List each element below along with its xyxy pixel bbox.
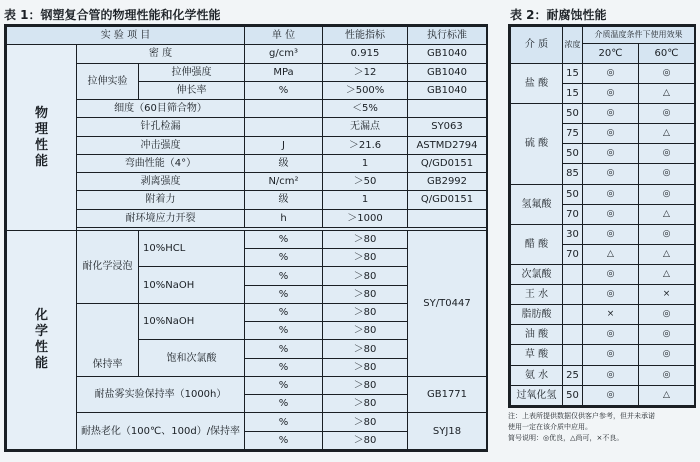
t2-result-60c: ◎ (639, 305, 695, 325)
row-saltspray-name: 耐盐雾实验保持率（1000h） (77, 376, 245, 413)
tensile-group-label: 拉伸实验 (77, 63, 139, 100)
row-blank4-unit: % (245, 358, 323, 376)
row-stresscrack-value: ＞1000 (323, 209, 408, 227)
row-stresscrack-std (408, 209, 487, 227)
table1-caption: 表 1：钢塑复合管的物理性能和化学性能 (4, 8, 221, 22)
row-blank6-value: ＞80 (323, 431, 408, 449)
t2-concentration (563, 285, 583, 305)
row-density-std: GB1040 (408, 45, 487, 63)
row-density-name: 密 度 (77, 45, 245, 63)
table2-note (508, 411, 698, 444)
t2-concentration: 70 (563, 244, 583, 264)
t2-row (511, 63, 695, 83)
t2-concentration: 85 (563, 164, 583, 184)
row-density-value: 0.915 (323, 45, 408, 63)
t2-result-20c: ◎ (583, 84, 639, 104)
row-adhesion-std: Q/GD0151 (408, 191, 487, 209)
row-peel-std: GB2992 (408, 173, 487, 191)
retention-group-label: 保持率 (77, 303, 139, 376)
t2-concentration: 15 (563, 63, 583, 83)
t2-result-60c: △ (639, 385, 695, 405)
t2-row (511, 345, 695, 365)
t2-medium: 氢氟酸 (511, 184, 563, 224)
t2-concentration: 15 (563, 84, 583, 104)
physical-chemical-table (4, 24, 488, 452)
physical-category: 物理性能 (7, 45, 77, 231)
row-bending-std: Q/GD0151 (408, 154, 487, 172)
t2-result-60c: × (639, 285, 695, 305)
note-line-1: 注：上表所提供数据仅供客户参考，但并未承诺 (508, 412, 655, 420)
t2-result-20c: ◎ (583, 345, 639, 365)
row-elongation-name: 伸长率 (139, 81, 245, 99)
t2-result-60c: ◎ (639, 144, 695, 164)
t2-concentration: 70 (563, 204, 583, 224)
t2-result-20c: ◎ (583, 184, 639, 204)
t2-row (511, 365, 695, 385)
row-blank2-unit: % (245, 285, 323, 303)
row-tensile-std: GB1040 (408, 63, 487, 81)
t2-medium: 王 水 (511, 285, 563, 305)
row-adhesion-value: 1 (323, 191, 408, 209)
soak-standard: SY/T0447 (408, 230, 487, 376)
t2-result-20c: ◎ (583, 164, 639, 184)
row-tensile-unit: MPa (245, 63, 323, 81)
t2-concentration (563, 305, 583, 325)
t2-concentration (563, 345, 583, 365)
t2-result-60c: △ (639, 244, 695, 264)
t2-result-60c: ◎ (639, 184, 695, 204)
row-bending-unit: 级 (245, 154, 323, 172)
row-saltspray-value: ＞80 (323, 376, 408, 394)
t2-row (511, 104, 695, 124)
row-naoh1-unit: % (245, 267, 323, 285)
t2-medium: 醋 酸 (511, 224, 563, 264)
row-tensile-name: 拉伸强度 (139, 63, 245, 81)
t2-medium: 氨 水 (511, 365, 563, 385)
t2-medium: 脂肪酸 (511, 305, 563, 325)
t2-row (511, 224, 695, 244)
row-pinhole-unit (245, 118, 323, 136)
row-blank3-value: ＞80 (323, 322, 408, 340)
row-naoh2-name: 10%NaOH (139, 303, 245, 340)
row-blank2-value: ＞80 (323, 285, 408, 303)
t2-result-60c: △ (639, 264, 695, 284)
t2-concentration: 50 (563, 104, 583, 124)
t2-row (511, 385, 695, 405)
row-blank6-unit: % (245, 431, 323, 449)
row-elongation-value: ＞500% (323, 81, 408, 99)
corrosion-table (508, 24, 696, 408)
t2-result-60c: ◎ (639, 325, 695, 345)
header-item: 实 验 项 目 (7, 27, 245, 45)
row-stresscrack-unit: h (245, 209, 323, 227)
t2-result-20c: ◎ (583, 124, 639, 144)
row-naoh1-value: ＞80 (323, 267, 408, 285)
row-pinhole-name: 针孔检漏 (77, 118, 245, 136)
row-fineness-std (408, 100, 487, 118)
row-adhesion-name: 附着力 (77, 191, 245, 209)
t2-result-60c: △ (639, 124, 695, 144)
t2-medium: 盐 酸 (511, 63, 563, 103)
row-bending-value: 1 (323, 154, 408, 172)
row-hcl-value: ＞80 (323, 230, 408, 248)
header-standard: 执行标准 (408, 27, 487, 45)
t2-result-60c: ◎ (639, 104, 695, 124)
row-saltspray-std: GB1771 (408, 376, 487, 413)
t2-concentration: 50 (563, 184, 583, 204)
t2-medium: 油 酸 (511, 325, 563, 345)
t2-result-20c: × (583, 305, 639, 325)
t2-result-60c: ◎ (639, 345, 695, 365)
table2-caption: 表 2：耐腐蚀性能 (510, 8, 607, 22)
row-naoh2-value: ＞80 (323, 303, 408, 321)
row-impact-name: 冲击强度 (77, 136, 245, 154)
row-elongation-unit: % (245, 81, 323, 99)
row-naoh1-name: 10%NaOH (139, 267, 245, 304)
row-blank4-value: ＞80 (323, 358, 408, 376)
row-tensile-value: ＞12 (323, 63, 408, 81)
row-peel-name: 剥离强度 (77, 173, 245, 191)
row-blank1-value: ＞80 (323, 249, 408, 267)
t2-result-20c: ◎ (583, 104, 639, 124)
row-pinhole-std: SY063 (408, 118, 487, 136)
t2-result-20c: ◎ (583, 264, 639, 284)
t2-result-20c: △ (583, 244, 639, 264)
row-adhesion-unit: 级 (245, 191, 323, 209)
row-impact-std: ASTMD2794 (408, 136, 487, 154)
row-nacl-value: ＞80 (323, 340, 408, 358)
chemical-category: 化学性能 (7, 230, 77, 449)
row-heataging-name: 耐热老化（100℃、100d）/保持率 (77, 413, 245, 450)
row-blank1-unit: % (245, 249, 323, 267)
header-unit: 单 位 (245, 27, 323, 45)
t2-result-20c: ◎ (583, 224, 639, 244)
row-blank5-value: ＞80 (323, 395, 408, 413)
row-peel-unit: N/cm² (245, 173, 323, 191)
t2-header-medium: 介 质 (511, 27, 563, 64)
chem-soak-group-label: 耐化学浸泡 (77, 230, 139, 303)
t2-medium: 过氧化氢 (511, 385, 563, 405)
t2-concentration: 75 (563, 124, 583, 144)
row-heataging-value: ＞80 (323, 413, 408, 431)
t2-result-20c: ◎ (583, 285, 639, 305)
t2-result-20c: ◎ (583, 204, 639, 224)
t2-row (511, 285, 695, 305)
row-impact-unit: J (245, 136, 323, 154)
row-blank5-unit: % (245, 395, 323, 413)
t2-medium: 草 酸 (511, 345, 563, 365)
t2-row (511, 264, 695, 284)
row-hcl-unit: % (245, 230, 323, 248)
row-fineness-unit (245, 100, 323, 118)
t2-result-60c: ◎ (639, 224, 695, 244)
row-stresscrack-name: 耐环境应力开裂 (77, 209, 245, 227)
row-peel-value: ＞50 (323, 173, 408, 191)
t2-concentration: 50 (563, 144, 583, 164)
t2-medium: 次氯酸 (511, 264, 563, 284)
t2-header-concentration: 浓度 (563, 27, 583, 64)
note-line-2: 使用一定在该介质中应用。 (508, 423, 592, 431)
t2-concentration: 30 (563, 224, 583, 244)
row-blank3-unit: % (245, 322, 323, 340)
row-nacl-name: 饱和次氯酸 (139, 340, 245, 377)
header-value: 性能指标 (323, 27, 408, 45)
t2-concentration: 50 (563, 385, 583, 405)
t2-concentration (563, 325, 583, 345)
row-impact-value: ＞21.6 (323, 136, 408, 154)
row-nacl-unit: % (245, 340, 323, 358)
t2-result-20c: ◎ (583, 325, 639, 345)
row-saltspray-unit: % (245, 376, 323, 394)
row-hcl-name: 10%HCL (139, 230, 245, 267)
t2-result-60c: ◎ (639, 365, 695, 385)
t2-row (511, 325, 695, 345)
t2-medium: 硫 酸 (511, 104, 563, 184)
t2-result-60c: ◎ (639, 164, 695, 184)
t2-result-20c: ◎ (583, 385, 639, 405)
row-bending-name: 弯曲性能（4°） (77, 154, 245, 172)
t2-result-60c: △ (639, 204, 695, 224)
row-heataging-unit: % (245, 413, 323, 431)
row-elongation-std: GB1040 (408, 81, 487, 99)
row-pinhole-value: 无漏点 (323, 118, 408, 136)
row-fineness-name: 细度（60目筛合物） (77, 100, 245, 118)
t2-concentration (563, 264, 583, 284)
note-legend: 简号说明：◎优良，△尚可，×不良。 (508, 434, 624, 442)
t2-row (511, 184, 695, 204)
t2-result-20c: ◎ (583, 365, 639, 385)
t2-result-20c: ◎ (583, 63, 639, 83)
row-naoh2-unit: % (245, 303, 323, 321)
t2-concentration: 25 (563, 365, 583, 385)
row-density-unit: g/cm³ (245, 45, 323, 63)
t2-result-60c: △ (639, 84, 695, 104)
t2-result-20c: ◎ (583, 144, 639, 164)
t2-result-60c: ◎ (639, 63, 695, 83)
t2-header-60c: 60℃ (639, 43, 695, 63)
t2-header-condition: 介质温度条件下使用效果 (583, 27, 695, 44)
t2-row (511, 305, 695, 325)
row-heataging-std: SYJ18 (408, 413, 487, 450)
row-fineness-value: ＜5% (323, 100, 408, 118)
t2-header-20c: 20℃ (583, 43, 639, 63)
